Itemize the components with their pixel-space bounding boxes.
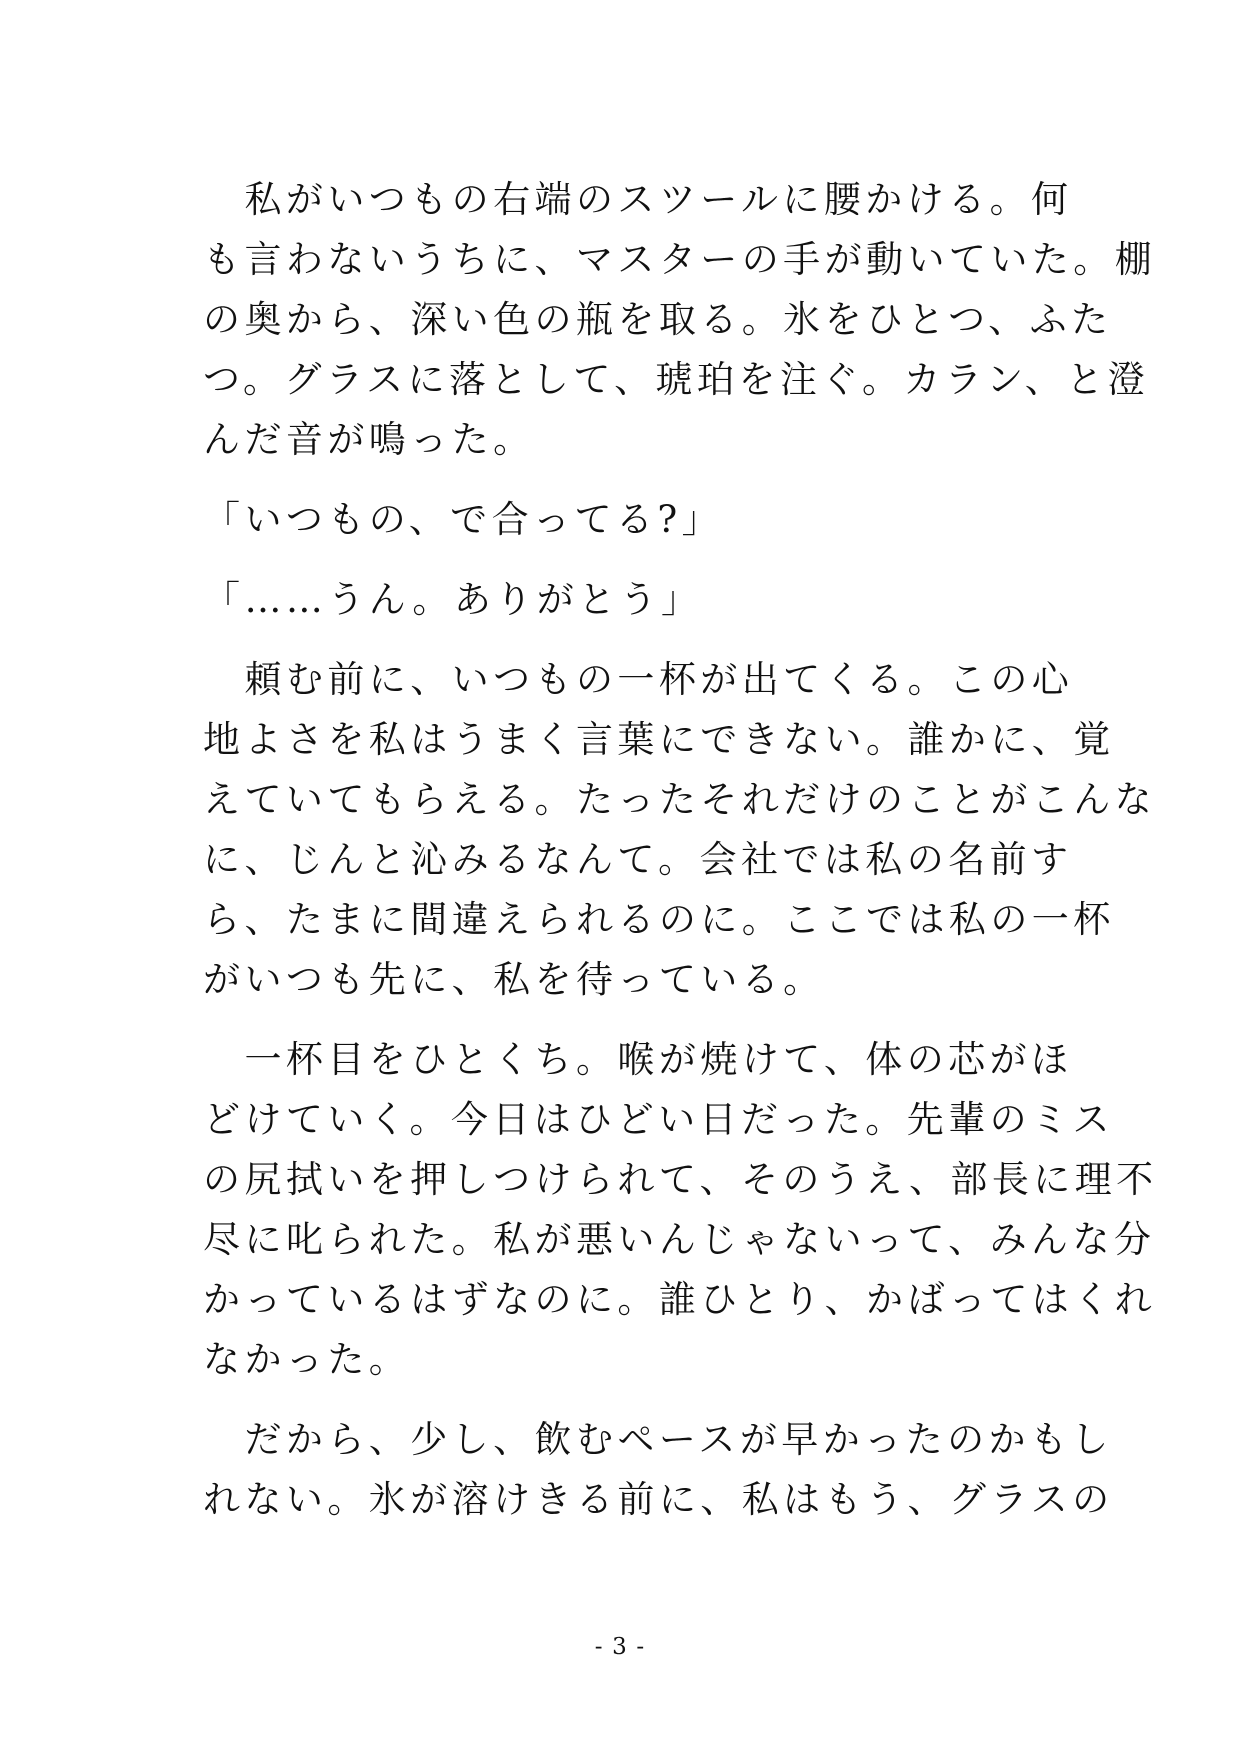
text-line: ら、たまに間違えられるのに。ここでは私の一杯 [203,898,1115,941]
text-line: だから、少し、飲むペースが早かったのかもし [203,1418,1113,1461]
text-line: 頼む前に、いつもの一杯が出てくる。この心 [203,658,1074,701]
text-line: えていてもらえる。たったそれだけのことがこんな [203,778,1157,821]
text-line: 一杯目をひとくち。喉が焼けて、体の芯がほ [203,1038,1073,1081]
text-line: れない。氷が溶けきる前に、私はもう、グラスの [203,1478,1114,1521]
text-line: んだ音が鳴った。 [203,418,535,461]
paragraph-gap [203,630,1053,650]
dialogue-line: 「……うん。ありがとう」 [203,578,703,621]
paragraph-gap [203,1390,1053,1410]
paragraph-gap [203,1010,1053,1030]
text-line: 地よさを私はうまく言葉にできない。誰かに、覚 [203,718,1115,761]
text-line: も言わないうちに、マスターの手が動いていた。棚 [203,238,1157,281]
text-line: かっているはずなのに。誰ひとり、かばってはくれ [203,1278,1157,1321]
paragraph-gap [203,470,1053,490]
text-line: に、じんと沁みるなんて。会社では私の名前す [203,838,1073,881]
body-text [203,170,1158,1530]
page-number: - 3 - [594,1634,646,1660]
text-line: の尻拭いを押しつけられて、そのうえ、部長に理不 [203,1158,1158,1201]
text-line: 私がいつもの右端のスツールに腰かける。何 [203,178,1073,221]
text-line: の奥から、深い色の瓶を取る。氷をひとつ、ふた [203,298,1113,341]
paragraph-gap [203,550,1053,570]
text-line: なかった。 [203,1338,411,1381]
text-line: がいつも先に、私を待っている。 [203,958,825,1001]
dialogue-line: 「いつもの、で合ってる?」 [203,498,724,541]
text-line: どけていく。今日はひどい日だった。先輩のミス [203,1098,1114,1141]
text-line: つ。グラスに落として、琥珀を注ぐ。カラン、と澄 [203,358,1150,401]
text-line: 尽に叱られた。私が悪いんじゃないって、みんな分 [203,1218,1156,1261]
